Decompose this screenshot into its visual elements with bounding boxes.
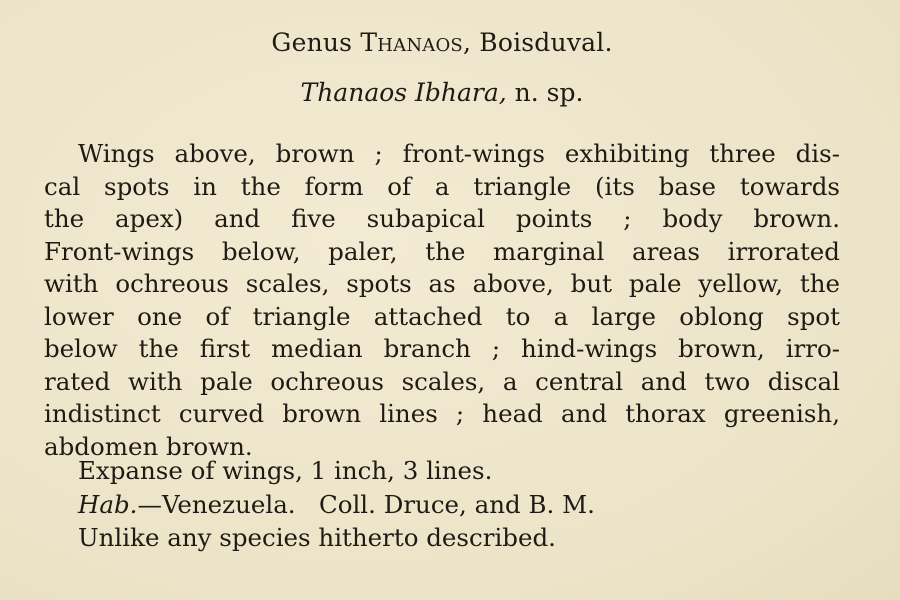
- description-paragraph: [44, 138, 840, 463]
- genus-heading: [0, 28, 884, 57]
- expanse-line: Expanse of wings, 1 inch, 3 lines.: [78, 456, 493, 485]
- description-line: abdomen brown.: [44, 431, 253, 461]
- description-line: lower one of triangle attached to a large oblong spot: [44, 301, 840, 331]
- description-line: with ochreous scales, spots as above, but pale yellow, the: [44, 269, 840, 298]
- description-line: below the first median branch ; hind-wings brown, irro-: [44, 334, 840, 363]
- description-line: cal spots in the form of a triangle (its base towards: [44, 171, 840, 201]
- species-heading: [0, 78, 884, 107]
- genus-prefix: Genus: [271, 28, 361, 57]
- genus-author: , Boisduval.: [462, 28, 613, 57]
- genus-name: Thanaos: [360, 28, 463, 57]
- habitat-line: [78, 490, 595, 519]
- description-line: indistinct curved brown lines ; head and thorax greenish,: [44, 399, 840, 428]
- description-line: Wings above, brown ; front-wings exhibiting three dis-: [78, 139, 840, 168]
- description-line: rated with pale ochreous scales, a central and two discal: [44, 366, 840, 396]
- description-line: the apex) and five subapical points ; body brown.: [44, 204, 840, 233]
- species-status: n. sp.: [506, 78, 584, 107]
- remark-line: Unlike any species hitherto described.: [78, 523, 556, 552]
- habitat-label: Hab.: [78, 490, 138, 519]
- species-name: Thanaos Ibhara,: [300, 78, 507, 107]
- description-line: Front-wings below, paler, the marginal areas irrorated: [44, 236, 840, 266]
- habitat-text: —Venezuela. Coll. Druce, and B. M.: [137, 490, 595, 519]
